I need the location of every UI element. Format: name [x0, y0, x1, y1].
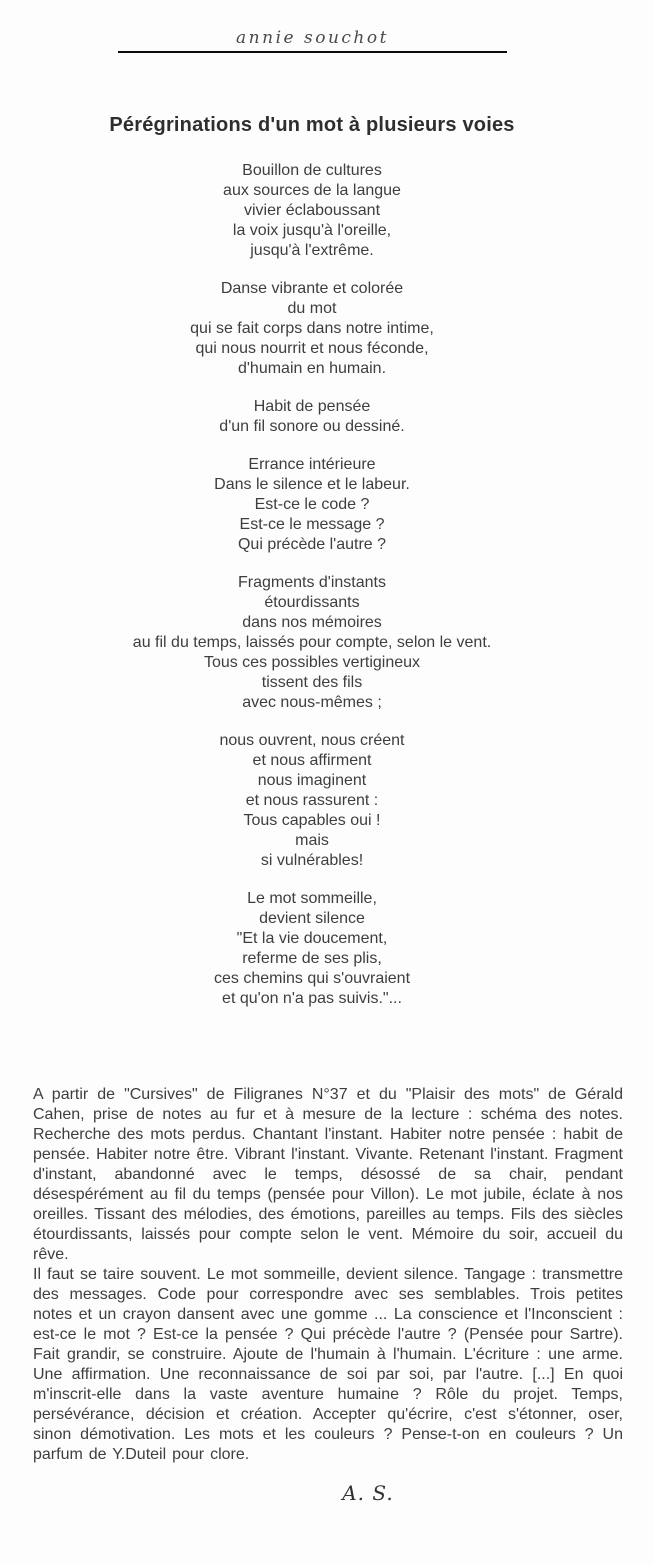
- poem-line: dans nos mémoires: [242, 614, 382, 631]
- poem-line: nous imaginent: [257, 772, 367, 789]
- poem-line: Est-ce le code ?: [254, 496, 370, 513]
- poem-line: et nous rassurent :: [245, 792, 379, 809]
- page-header: [118, 0, 507, 48]
- poem-stanza: [33, 455, 591, 555]
- poem-stanza: [33, 731, 591, 871]
- poem: [33, 161, 591, 1009]
- poem-line: nous ouvrent, nous créent: [219, 732, 405, 749]
- prose: [33, 1085, 623, 1465]
- poem-line: Le mot sommeille,: [247, 890, 377, 907]
- poem-line: Fragments d'instants: [237, 574, 386, 591]
- poem-stanza: [33, 573, 591, 713]
- poem-line: et qu'on n'a pas suivis."...: [222, 990, 402, 1007]
- prose-paragraph: Il faut se taire souvent. Le mot sommeille, devient silence. Tangage : transmettre des messages. Code pour correspondre avec ses semblables. Trois petites notes et un crayon dansent avec une gomme ... La conscience et l'Inconscient : est-ce le mot ? Est-ce la pensée ? Qui précède l'autre ? (Pensée pour Sartre). Fait grandir, se construire. Ajoute de l'humain à l'humain. L'écriture : une arme. Une affirmation. Une reconnaissance de soi par soi, par l'autre. [...] En quoi m'inscrit-elle dans la vaste aventure humaine ? Rôle du projet. Temps, persévérance, décision et création. Accepter qu'écrire, c'est s'étonner, oser, sinon démotivation. Les mots et les couleurs ? Pense-t-on en couleurs ? Un parfum de Y.Duteil pour clore.: [33, 1266, 623, 1463]
- poem-stanza: [33, 279, 591, 379]
- poem-line: étourdissants: [264, 594, 360, 611]
- poem-line: "Et la vie doucement,: [236, 930, 388, 947]
- header-rule: [118, 51, 507, 53]
- poem-line: Errance intérieure: [248, 456, 376, 473]
- poem-line: si vulnérables!: [260, 852, 364, 869]
- poem-line: d'un fil sonore ou dessiné.: [219, 418, 405, 435]
- poem-line: tissent des fils: [261, 674, 363, 691]
- poem-stanza: [33, 889, 591, 1009]
- poem-line: Est-ce le message ?: [239, 516, 385, 533]
- poem-line: Qui précède l'autre ?: [237, 536, 387, 553]
- poem-line: Habit de pensée: [253, 398, 371, 415]
- poem-line: Tous capables oui !: [243, 812, 381, 829]
- title-wrap: [33, 112, 591, 138]
- poem-stanza: [33, 397, 591, 437]
- poem-line: devient silence: [259, 910, 365, 927]
- poem-line: ces chemins qui s'ouvraient: [213, 970, 411, 987]
- poem-line: au fil du temps, laissés pour compte, selon le vent.: [132, 634, 492, 651]
- author-name: annie souchot: [236, 28, 389, 48]
- poem-line: avec nous-mêmes ;: [242, 694, 382, 711]
- signature: A. S.: [342, 1481, 394, 1505]
- poem-line: qui se fait corps dans notre intime,: [190, 320, 434, 337]
- poem-line: Danse vibrante et colorée: [220, 280, 404, 297]
- poem-line: mais: [295, 832, 329, 849]
- prose-paragraph: A partir de "Cursives" de Filigranes N°37 et du "Plaisir des mots" de Gérald Cahen, prise de notes au fur et à mesure de la lecture : schéma des notes. Recherche des mots perdus. Chantant l'instant. Habiter notre pensée : habit de pensée. Habiter notre être. Vibrant l'instant. Vivante. Retenant l'instant. Fragment d'instant, abandonné avec le temps, désossé de sa chair, pendant désespérément au fil du temps (pensée pour Villon). Le mot jubile, éclate à nos oreilles. Tissant des mélodies, des émotions, pareilles au temps. Fils des siècles étourdissants, laissés pour compte selon le vent. Mémoire du soir, accueil du rêve.: [33, 1086, 623, 1263]
- poem-line: du mot: [287, 300, 337, 317]
- poem-line: Dans le silence et le labeur.: [214, 476, 410, 493]
- poem-line: Bouillon de cultures: [242, 162, 382, 179]
- poem-line: aux sources de la langue: [223, 182, 401, 199]
- page-title: Pérégrinations d'un mot à plusieurs voies: [109, 114, 515, 136]
- poem-line: d'humain en humain.: [237, 360, 387, 377]
- poem-line: jusqu'à l'extrême.: [250, 242, 374, 259]
- poem-line: vivier éclaboussant: [243, 202, 381, 219]
- poem-line: qui nous nourrit et nous féconde,: [195, 340, 429, 357]
- poem-line: referme de ses plis,: [242, 950, 382, 967]
- poem-line: Tous ces possibles vertigineux: [203, 654, 421, 671]
- poem-stanza: [33, 161, 591, 261]
- poem-line: la voix jusqu'à l'oreille,: [232, 222, 392, 239]
- poem-line: et nous affirment: [252, 752, 372, 769]
